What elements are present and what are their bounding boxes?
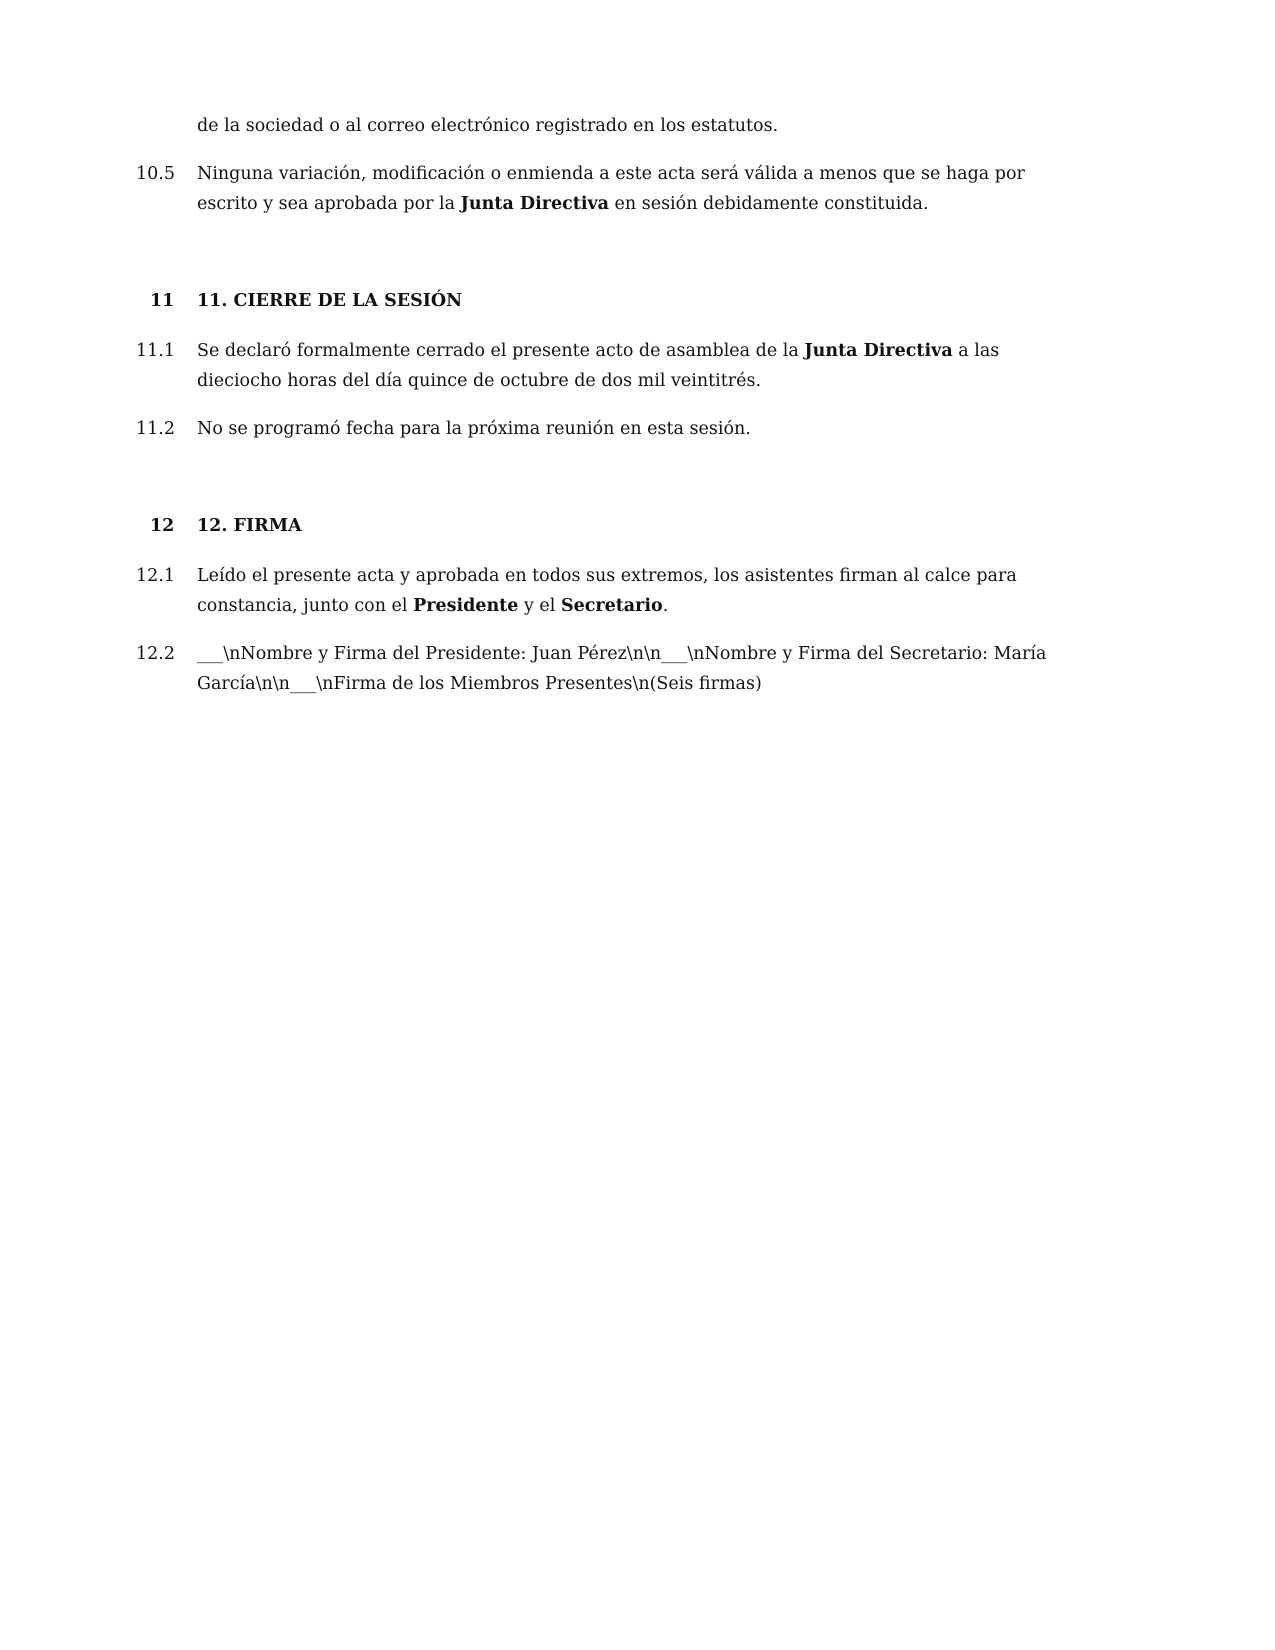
bold-term: Presidente [413,596,519,616]
bold-term: Junta Directiva [804,341,953,361]
clause-12-2 [136,639,1066,699]
clause-11-2 [136,414,1066,444]
clause-10-4-continuation [136,111,1066,141]
section-12-heading [136,511,1066,541]
text: a las dieciocho horas del día quince de octubre de dos mil veintitrés. [197,341,1000,391]
section-11-heading [136,286,1066,316]
clause-number: 11.1 [136,341,175,361]
clause-text: de la sociedad o al correo electrónico registrado en los estatutos. [197,116,779,136]
text: y el [518,596,561,616]
section-title: 11. CIERRE DE LA SESIÓN [197,291,463,311]
bold-term: Secretario [560,596,663,616]
clause-12-1 [136,561,1066,621]
clause-number: 10.5 [136,164,175,184]
section-title: 12. FIRMA [197,516,302,536]
section-number: 12 [150,516,175,536]
clause-text [197,336,1066,396]
clause-number: 12.2 [136,644,175,664]
clause-text [197,159,1066,219]
section-number: 11 [150,291,175,311]
bold-term: Junta Directiva [460,194,609,214]
signature-block-text: ___\nNombre y Firma del Presidente: Juan Pérez\n\n___\nNombre y Firma del Secretario: María García\n\n___\nFirma de los Miembros Presentes\n(Seis firmas) [197,644,1047,694]
clause-number: 12.1 [136,566,175,586]
text: . [662,596,669,616]
text: Leído el presente acta y aprobada en todos sus extremos, los asistentes firman al calce para constancia, junto con el [197,566,1017,616]
clause-11-1 [136,336,1066,396]
text: Ninguna variación, modificación o enmienda a este acta será válida a menos que se haga por escrito y sea aprobada por la [197,164,1025,214]
clause-10-5 [136,159,1066,219]
text: en sesión debidamente constituida. [608,194,929,214]
clause-text: No se programó fecha para la próxima reunión en esta sesión. [197,419,751,439]
clause-text [197,561,1066,621]
text: Se declaró formalmente cerrado el presente acto de asamblea de la [197,341,805,361]
clause-number: 11.2 [136,419,175,439]
